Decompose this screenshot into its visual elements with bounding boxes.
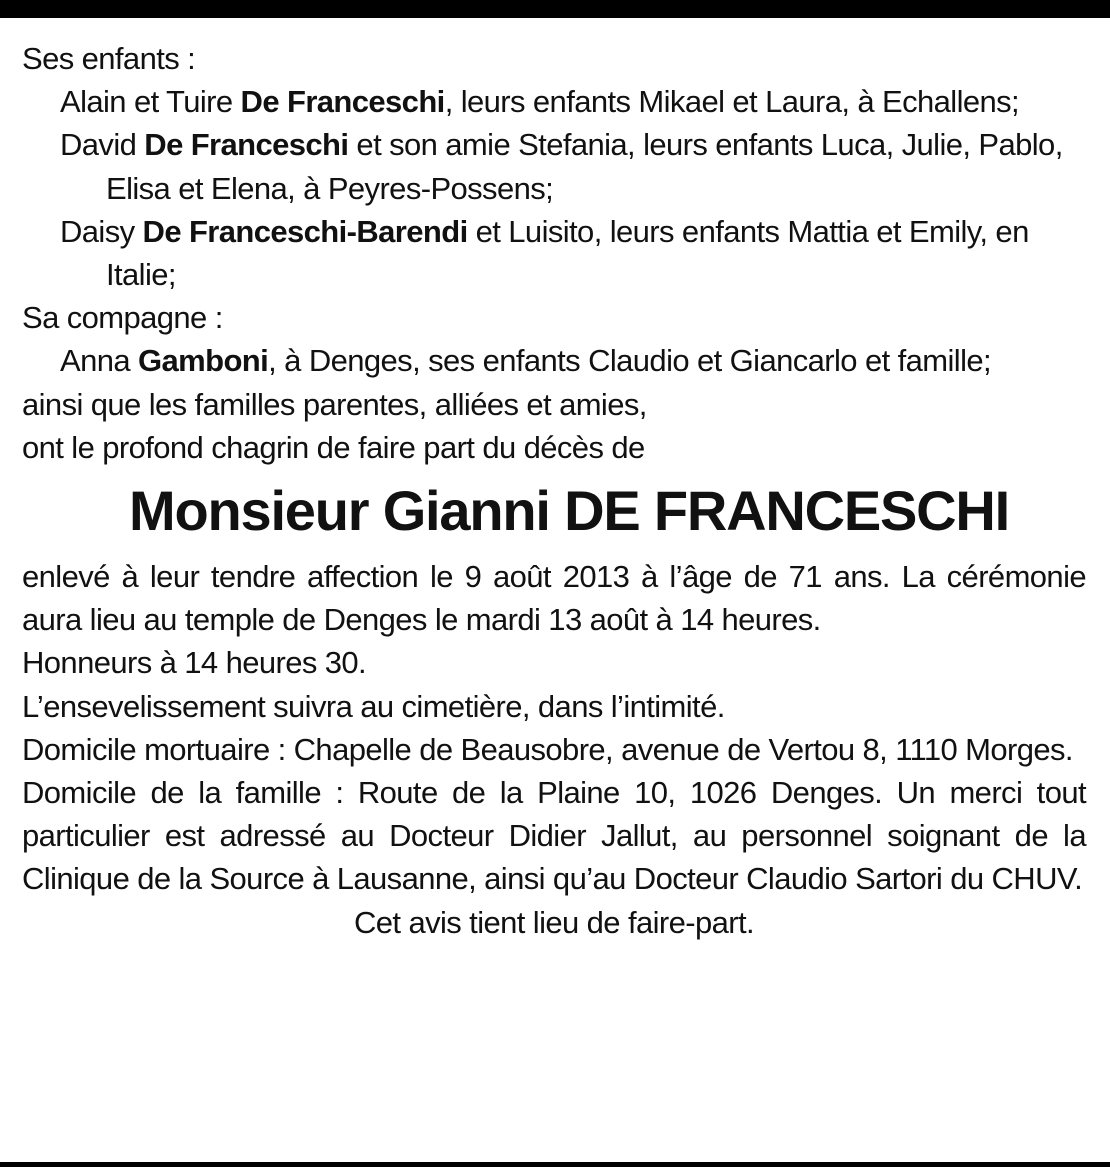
- family-entry: [22, 123, 1086, 209]
- entry-text: , à Denges, ses enfants Claudio et Giancarlo et famille;: [268, 343, 992, 379]
- details-paragraph: Domicile de la famille : Route de la Plaine 10, 1026 Denges. Un merci tout particulier est adressé au Docteur Didier Jallut, au personnel soignant de la Clinique de la Source à Lausanne, ainsi qu’au Docteur Claudio Sartori du CHUV.: [22, 775, 1086, 897]
- details-paragraph: Honneurs à 14 heures 30.: [22, 645, 367, 681]
- details-paragraph: enlevé à leur tendre affection le 9 août 2013 à l’âge de 71 ans. La cérémonie aura lieu au temple de Denges le mardi 13 août à 14 heures.: [22, 559, 1086, 638]
- entry-text: Anna: [60, 343, 139, 379]
- entry-text: Daisy: [60, 213, 143, 249]
- announcement-line: ont le profond chagrin de faire part du décès de: [22, 429, 645, 465]
- family-entry: [22, 80, 1086, 123]
- top-border-rule: [0, 0, 1110, 18]
- families-line: ainsi que les familles parentes, alliées et amies,: [22, 386, 647, 422]
- entry-text: et Luisito, leurs enfants Mattia et Emily, en Italie;: [106, 213, 1029, 293]
- family-entry: [22, 210, 1086, 296]
- details-paragraph: L’ensevelissement suivra au cimetière, dans l’intimité.: [22, 688, 725, 724]
- entry-text: et son amie Stefania, leurs enfants Luca, Julie, Pablo, Elisa et Elena, à Peyres-Possens;: [106, 127, 1063, 206]
- companion-entry: [22, 339, 1086, 382]
- family-surname: De Franceschi: [144, 127, 349, 163]
- details-paragraph: Domicile mortuaire : Chapelle de Beausobre, avenue de Vertou 8, 1110 Morges.: [22, 731, 1073, 767]
- children-heading: Ses enfants :: [22, 41, 196, 76]
- obituary-notice: [22, 37, 1086, 944]
- closing-line: Cet avis tient lieu de faire-part.: [353, 904, 755, 940]
- companion-heading: Sa compagne :: [22, 300, 223, 336]
- family-surname: De Franceschi-Barendi: [142, 213, 468, 249]
- entry-text: Alain et Tuire: [60, 84, 241, 120]
- family-surname: De Franceschi: [240, 84, 445, 120]
- deceased-name: Monsieur Gianni DE FRANCESCHI: [129, 479, 1009, 543]
- bottom-border-rule: [0, 1162, 1110, 1167]
- entry-text: , leurs enfants Mikael et Laura, à Echallens;: [444, 84, 1020, 120]
- companion-surname: Gamboni: [138, 343, 269, 379]
- entry-text: David: [60, 127, 145, 163]
